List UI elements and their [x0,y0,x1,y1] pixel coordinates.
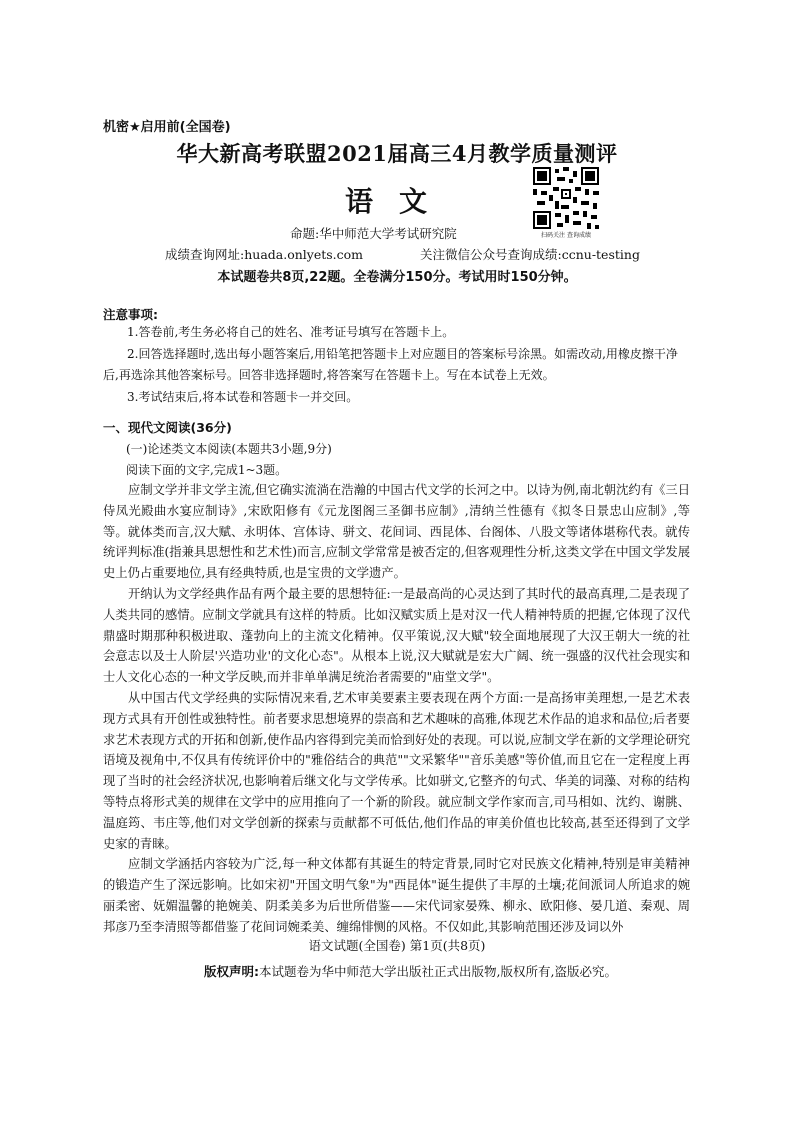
wechat-account: 关注微信公众号查询成绩:ccnu-testing [420,247,640,262]
copyright-text: 本试题卷为华中师范大学出版社正式出版物,版权所有,盗版必究。 [259,964,617,979]
notice-item: 2.回答选择题时,选出每小题答案后,用铅笔把答题卡上对应题目的答案标号涂黑。如需改动,用橡皮擦干净后,再选涂其他答案标号。回答非选择题时,将答案写在答题卡上。写在本试卷上无效。 [103,346,678,382]
passage-paragraph: 应制文学并非文学主流,但它确实流淌在浩瀚的中国古代文学的长河之中。以诗为例,南北朝沈约有《三日侍凤光殿曲水宴应制诗》,宋欧阳修有《元龙图阁三圣御书应制》,清纳兰性德有《拟冬日景忠山应制》,等等。就体类而言,汉大赋、永明体、宫体诗、骈文、花间词、西昆体、台阁体、八股文等诸体堪称代表。就传统评判标准(指兼具思想性和艺术性)而言,应制文学常常是被否定的,但客观理性分析,这类文学在中国文学发展史上仍占重要地位,具有经典特质,也是宝贵的文学遗产。 [103,483,690,581]
passage-paragraph: 应制文学涵括内容较为广泛,每一种文体都有其诞生的特定背景,同时它对民族文化精神,特别是审美精神的锻造产生了深远影响。比如宋初"开国文明气象"为"西昆体"诞生提供了丰厚的土壤;花间派词人所追求的婉丽柔密、妩媚温馨的艳婉美、阴柔美多为后世所借鉴——宋代词家晏殊、柳永、欧阳修、晏几道、秦观、周邦彦乃至李清照等都借鉴了花间词婉柔美、缠绵悱恻的风格。不仅如此,其影响范围还涉及词以外 [103,857,690,934]
reading-passage [103,480,690,938]
page-footer: 语文试题(全国卷) 第1页(共8页) [308,938,486,953]
copyright-notice [204,962,617,980]
subject-title: 语文 [345,185,454,218]
notice-item: 3.考试结束后,将本试卷和答题卡一并交回。 [127,389,359,404]
exam-title: 华大新高考联盟2021届高三4月教学质量测评 [176,141,618,166]
passage-paragraph: 开纳认为文学经典作品有两个最主要的思想特征:一是最高尚的心灵达到了其时代的最高真理,二是表现了人类共同的感情。应制文学就具有这样的特质。比如汉赋实质上是对汉一代人精神特质的把握,它体现了汉代鼎盛时期那种积极进取、蓬勃向上的主流文化精神。仅平策说,汉大赋"较全面地展现了大汉王朝大一统的社会意志以及士人阶层'兴造功业'的文化心态"。从根本上说,汉大赋就是宏大广阔、统一强盛的汉代社会现实和士人文化心态的一种文学反映,而并非单单满足统治者需要的"庙堂文学"。 [103,586,690,685]
qr-caption: 扫码关注 查询成绩 [541,232,591,239]
subsection-heading: (一)论述类文本阅读(本题共3小题,9分) [126,442,332,456]
section-heading: 一、现代文阅读(36分) [103,420,232,435]
copyright-label: 版权声明: [204,964,259,979]
qr-code-icon [533,167,599,229]
author-line: 命题:华中师范大学考试研究院 [290,226,457,241]
reading-instruction: 阅读下面的文字,完成1~3题。 [126,463,288,477]
passage-paragraph: 从中国古代文学经典的实际情况来看,艺术审美要素主要表现在两个方面:一是高扬审美理想,一是艺术表现方式具有开创性或独特性。前者要求思想境界的崇高和艺术趣味的高雅,体现艺术作品的追求和品位;后者要求艺术表现方式的开拓和创新,使作品内容得到完美而恰到好处的表现。可以说,应制文学在新的文学理论研究语境及视角中,不仅具有传统评价中的"雅俗结合的典范""文采繁华""音乐美感"等价值,而且它在一定程度上再现了当时的社会经济状况,也影响着后继文化与文学传承。比如骈文,它整齐的句式、华美的词藻、对称的结构等特点将形式美的规律在文学中的应用推向了一个新的阶段。就应制文学作家而言,司马相如、沈约、谢朓、温庭筠、韦庄等,他们对文学创新的探索与贡献都不可低估,他们作品的审美价值也比较高,甚至还得到了文学史家的青睐。 [103,690,690,851]
exam-info: 本试题卷共8页,22题。全卷满分150分。考试用时150分钟。 [217,270,577,285]
notice-heading: 注意事项: [103,307,158,322]
notice-item: 1.答卷前,考生务必将自己的姓名、准考证号填写在答题卡上。 [127,325,455,339]
notice-list [103,322,689,408]
secret-label: 机密★启用前(全国卷) [103,120,231,135]
score-website: 成绩查询网址:huada.onlyets.com [165,247,364,262]
